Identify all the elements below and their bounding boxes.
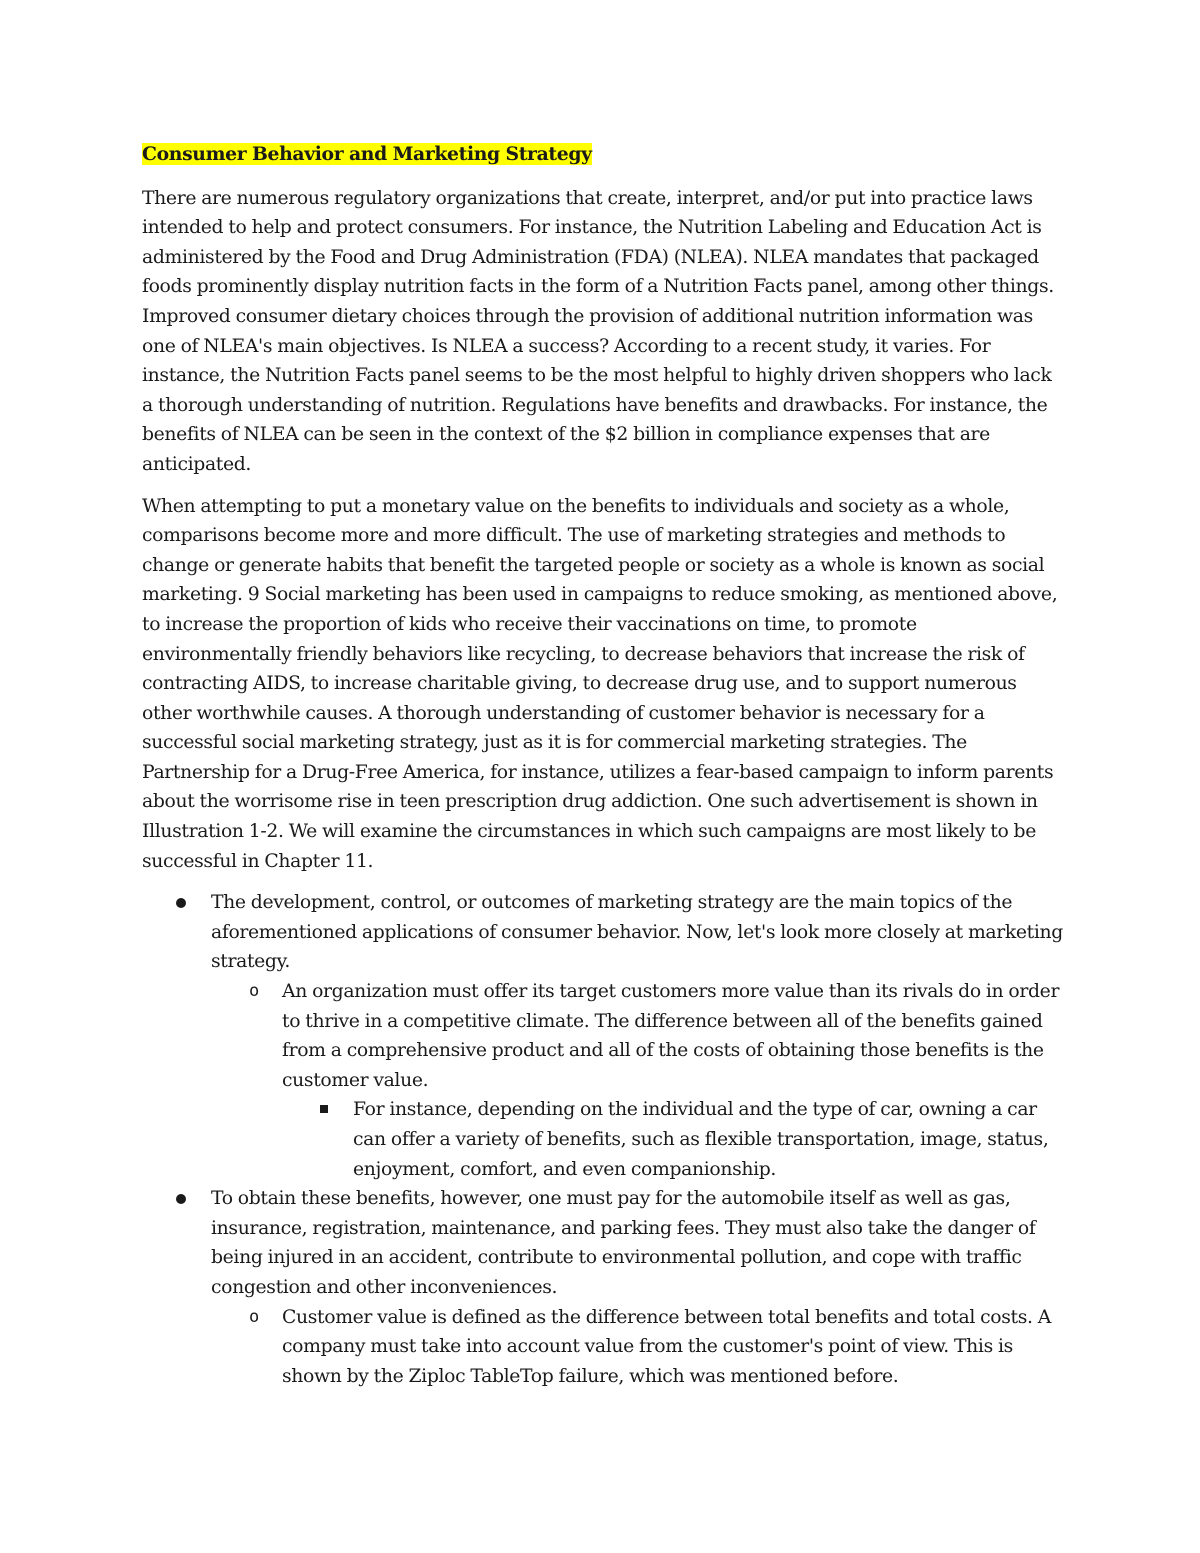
paragraph-regulation: There are numerous regulatory organizations that create, interpret, and/or put into practice laws intended to help and protect consumers. For instance, the Nutrition Labeling and Education Act is administered by the Food and Drug Administration (FDA) (NLEA). NLEA mandates that packaged foods prominently display nutrition facts in the form of a Nutrition Facts panel, among other things. Improved consumer dietary choices through the provision of additional nutrition information was one of NLEA's main objectives. Is NLEA a success? According to a recent study, it varies. For instance, the Nutrition Facts panel seems to be the most helpful to highly driven shoppers who lack a thorough understanding of nutrition. Regulations have benefits and drawbacks. For instance, the benefits of NLEA can be seen in the context of the $2 billion in compliance expenses that are anticipated.: [142, 187, 1054, 475]
list-item: [142, 1184, 1067, 1391]
document-title: [142, 140, 1067, 170]
filled-circle-bullet-icon: [176, 1194, 186, 1204]
list-item-text: To obtain these benefits, however, one must pay for the automobile itself as well as gas, insurance, registration, maintenance, and parking fees. They must also take the danger of being injured in an accident, contribute to environmental pollution, and cope with traffic congestion and other inconveniences.: [211, 1188, 1036, 1298]
sub-sub-bullet-list: [282, 1095, 1067, 1184]
list-item: [142, 888, 1067, 1184]
sub-list-item: [211, 1303, 1067, 1392]
sub-bullet-list: [211, 1303, 1067, 1392]
title-highlight: Consumer Behavior and Marketing Strategy: [142, 143, 592, 165]
square-bullet-icon: [320, 1105, 328, 1113]
bullet-list: [142, 888, 1067, 1391]
paragraph-social-marketing: When attempting to put a monetary value on the benefits to individuals and society as a whole, comparisons become more and more difficult. The use of marketing strategies and methods to change or generate habits that benefit the targeted people or society as a whole is known as social marketing. 9 Social marketing has been used in campaigns to reduce smoking, as mentioned above, to increase the proportion of kids who receive their vaccinations on time, to promote environmentally friendly behaviors like recycling, to decrease behaviors that increase the risk of contracting AIDS, to increase charitable giving, to decrease drug use, and to support numerous other worthwhile causes. A thorough understanding of customer behavior is necessary for a successful social marketing strategy, just as it is for commercial marketing strategies. The Partnership for a Drug-Free America, for instance, utilizes a fear-based campaign to inform parents about the worrisome rise in teen prescription drug addiction. One such advertisement is shown in Illustration 1-2. We will examine the circumstances in which such campaigns are most likely to be successful in Chapter 11.: [142, 495, 1058, 872]
hollow-circle-bullet-icon: o: [249, 1306, 259, 1327]
sub-list-item-text: An organization must offer its target customers more value than its rivals do in order to thrive in a competitive climate. The difference between all of the benefits gained from a comprehensive product and all of the costs of obtaining those benefits is the customer value.: [282, 981, 1060, 1091]
filled-circle-bullet-icon: [176, 898, 186, 908]
sub-bullet-list: [211, 977, 1067, 1184]
sub-sub-list-item-text: For instance, depending on the individual and the type of car, owning a car can offer a variety of benefits, such as flexible transportation, image, status, enjoyment, comfort, and even companionship.: [353, 1099, 1049, 1180]
list-item-text: The development, control, or outcomes of marketing strategy are the main topics of the aforementioned applications of consumer behavior. Now, let's look more closely at marketing strategy.: [211, 892, 1063, 973]
hollow-circle-bullet-icon: o: [249, 981, 259, 1002]
document-page: [142, 140, 1067, 1391]
sub-sub-list-item: [282, 1095, 1067, 1184]
sub-list-item-text: Customer value is defined as the difference between total benefits and total costs. A company must take into account value from the customer's point of view. This is shown by the Ziploc TableTop failure, which was mentioned before.: [282, 1306, 1051, 1387]
sub-list-item: [211, 977, 1067, 1184]
